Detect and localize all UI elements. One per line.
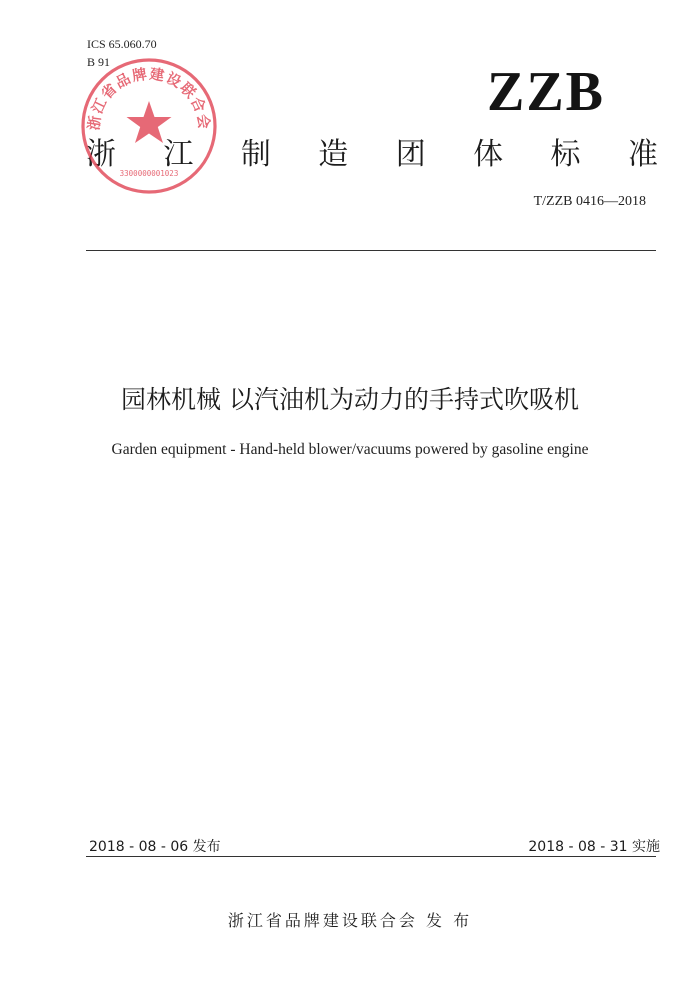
standard-type-char: 团 [395,137,426,172]
standard-type-char: 制 [240,137,271,172]
official-seal-stamp [78,55,220,197]
ics-code: ICS 65.060.70 [87,37,157,51]
zzb-logo: ZZB [486,61,606,123]
standard-type-char: 造 [318,137,349,172]
title-chinese: 园林机械 以汽油机为动力的手持式吹吸机 [121,385,579,414]
seal-star-icon [127,101,172,143]
standard-type-char: 准 [627,137,658,172]
top-divider [86,250,656,251]
seal-ring-text: 浙江省品牌建设联合会 [86,66,212,132]
implementation-date: 2018 - 08 - 31 实施 [528,839,660,855]
standard-type-char: 标 [550,137,581,172]
bottom-divider [86,856,656,857]
ccs-code: B 91 [87,55,111,69]
publisher-line: 浙江省品牌建设联合会 发 布 [227,911,473,930]
standard-type-char: 浙 [86,137,116,172]
standard-code: T/ZZB 0416—2018 [533,194,646,209]
standard-type-char: 江 [163,137,194,172]
issue-date: 2018 - 08 - 06 发布 [89,839,221,855]
seal-serial-number: 3300000001023 [119,169,179,178]
standard-type-char: 体 [473,137,504,172]
title-english: Garden equipment - Hand-held blower/vacuums powered by gasoline engine [111,441,589,458]
